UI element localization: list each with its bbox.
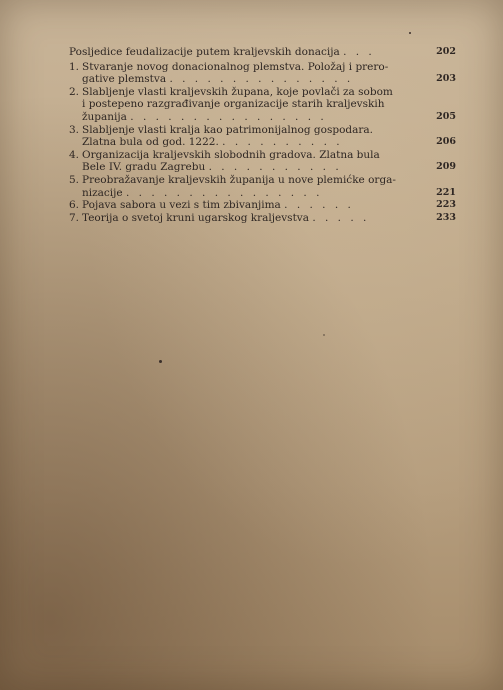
speck-mark xyxy=(323,334,325,336)
page-number: 209 xyxy=(436,161,456,173)
toc-entry-6 xyxy=(69,199,456,212)
page-number: 202 xyxy=(436,46,456,57)
page-number: 233 xyxy=(436,211,456,223)
toc-entry-1 xyxy=(69,61,456,86)
toc-entry-7 xyxy=(69,212,456,225)
toc-entry-4 xyxy=(69,149,456,174)
entry-line: nizacije . . . . . . . . . . . . . . . . xyxy=(82,186,323,199)
page-number: 205 xyxy=(436,110,456,122)
entry-number: 5. xyxy=(69,173,80,186)
page-number: 206 xyxy=(436,136,456,148)
entry-line: Bele IV. gradu Zagrebu . . . . . . . . . . . xyxy=(82,161,342,174)
leader-dots: . . . . . . . . . . . . . . . . xyxy=(130,110,327,123)
entry-line: Preobražavanje kraljevskih županija u nove plemićke orga- xyxy=(82,173,396,186)
leader-dots: . . . . . xyxy=(312,211,370,224)
leader-dots: . . . . . . . . . . . xyxy=(208,161,342,174)
toc-heading xyxy=(69,46,456,59)
leader-dots: . . . . . . . . . . . . . . . . xyxy=(125,186,323,199)
entry-line: Stvaranje novog donacionalnog plemstva. Položaj i prero- xyxy=(82,60,389,73)
leader-dots: . . . xyxy=(343,46,375,58)
entry-number: 6. xyxy=(69,199,80,212)
page-number: 223 xyxy=(436,199,456,211)
toc-heading-title: Posljedice feudalizacije putem kraljevskih donacija xyxy=(69,46,340,58)
page-number: 221 xyxy=(436,186,456,198)
toc-entry-2 xyxy=(69,86,456,124)
entry-line: gative plemstva . . . . . . . . . . . . . . . xyxy=(82,73,354,86)
entry-number: 7. xyxy=(69,211,80,224)
toc-heading-line xyxy=(69,46,412,59)
entry-line: županija . . . . . . . . . . . . . . . . xyxy=(82,110,327,123)
speck-mark xyxy=(159,360,162,363)
entry-number: 1. xyxy=(69,60,80,73)
leader-dots: . . . . . . . . . . xyxy=(222,136,343,149)
entry-number: 4. xyxy=(69,148,80,161)
entry-number: 2. xyxy=(69,85,80,98)
entry-line: i postepeno razgrađivanje organizacije starih kraljevskih xyxy=(82,98,385,111)
entry-line: Pojava sabora u vezi s tim zbivanjima . . . . . . xyxy=(82,199,354,212)
toc-entry-5 xyxy=(69,174,456,199)
speck-mark xyxy=(409,32,411,34)
entry-line: Slabljenje vlasti kralja kao patrimonijalnog gospodara. xyxy=(82,123,373,136)
table-of-contents xyxy=(69,46,456,224)
entry-line: Organizacija kraljevskih slobodnih gradova. Zlatna bula xyxy=(82,148,380,161)
entry-line: Teorija o svetoj kruni ugarskog kraljevstva . . . . . xyxy=(82,211,370,224)
toc-entry-3 xyxy=(69,124,456,149)
leader-dots: . . . . . . . . . . . . . . . xyxy=(169,73,354,86)
entry-number: 3. xyxy=(69,123,80,136)
leader-dots: . . . . . . xyxy=(284,199,354,212)
page-number: 203 xyxy=(436,73,456,85)
entry-line: Zlatna bula od god. 1222. . . . . . . . . . . xyxy=(82,136,343,149)
entry-line: Slabljenje vlasti kraljevskih župana, koje povlači za sobom xyxy=(82,85,393,98)
